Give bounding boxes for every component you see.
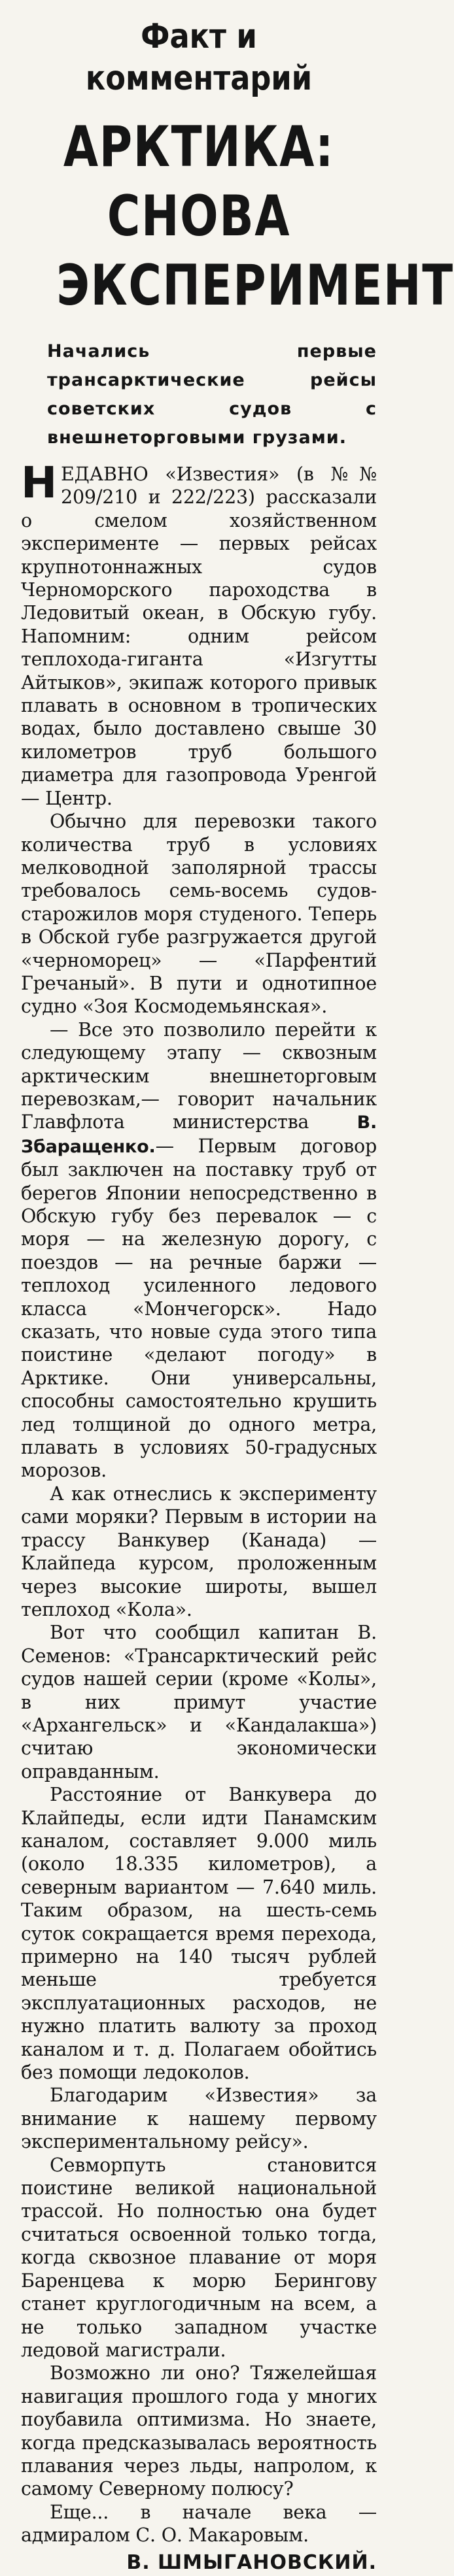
headline-line-1: АРКТИКА: [63,114,335,180]
paragraph-2: Обычно для перевозки такого количества труб в условиях мелководной заполярной трассы требовалось семь-восемь судов-старожилов моря студеного. Теперь в Обской губе разгружается другой «черноморец» — «Парфентий Гречаный». В пути и однотипное судно «Зоя Космодемьянская». [21,811,377,1018]
paragraph-1 [21,458,377,810]
paragraph-3 [21,1018,377,1482]
paragraph-7: Благодарим «Известия» за внимание к нашему первому экспериментальному рейсу». [21,2084,377,2153]
paragraph-1-text: ЕДАВНО «Известия» (в №№ 209/210 и 222/223) рассказали о смелом хозяйственном эксперименте — первых рейсах крупнотоннажных судов Черноморского пароходства в Ледовитый океан, в Обскую губу. Напомним: одним рейсом теплохода-гиганта «Изгутты Айтыков», экипаж которого привык плавать в основном в тропических водах, было доставлено свыше 30 километров труб большого диаметра для газопровода Уренгой — Центр. [21,463,377,809]
paragraph-5: Вот что сообщил капитан В. Семенов: «Трансарктический рейс судов нашей серии (кроме «Колы», в них примут участие «Архангельск» и «Кандалакша») считаю экономически оправданным. [21,1622,377,1782]
author-signature: В. ШМЫГАНОВСКИЙ. [126,2551,377,2574]
paragraph-9: Возможно ли оно? Тяжелейшая навигация прошлого года у многих поубавила оптимизма. Но знаете, когда предсказывалась вероятность плавания через льды, напролом, к самому Северному полюсу? [21,2362,377,2500]
paragraph-10: Еще... в начале века — адмиралом С. О. Макаровым. [21,2501,377,2547]
lead-paragraph: Начались первые трансарктические рейсы советских судов с внешнеторговыми грузами. [47,341,377,448]
headline-line-3: ЭКСПЕРИМЕНТ [56,253,454,318]
headline-line-2: СНОВА [107,184,291,249]
article-body [21,458,377,2547]
paragraph-6: Расстояние от Ванкувера до Клайпеды, если идти Панамским каналом, составляет 9.000 миль (около 18.335 километров), а северным вариантом — 7.640 миль. Таким образом, на шесть-семь суток сокращается время перехода, примерно на 140 тысяч рублей меньше требуется эксплуатационных расходов, не нужно платить валюту за проход каналом и т. д. Полагаем обойтись без помощи ледоколов. [21,1784,377,2084]
paragraph-3-text-b: — Первым договор был заключен на поставку труб от берегов Японии непосредственно в Обскую губу без перевалок — с моря — на железную дорогу, с поездов — на речные баржи — теплоход усиленного ледового класса «Мончегорск». Надо сказать, что новые суда этого типа поистине «делают погоду» в Арктике. Они универсальны, способны самостоятельно крушить лед толщиной до одного метра, плавать в условиях 50-градусных морозов. [21,1135,377,1482]
paragraph-4: А как отнеслись к эксперименту сами моряки? Первым в истории на трассу Ванкувер (Канада) — Клайпеда курсом, проложенным через высокие широты, вышел теплоход «Кола». [21,1482,377,1620]
paragraph-8: Севморпуть становится поистине великой национальной трассой. Но полностью она будет считаться освоенной только тогда, когда сквозное плавание от моря Баренцева к морю Берингову станет круглогодичным на всем, а не только западном участке ледовой магистрали. [21,2154,377,2361]
headline [56,112,454,320]
official-name: В. Збаращенко. [21,1112,377,1157]
paragraph-3-text-a: — Все это позволило перейти к следующему этапу — сквозным арктическим внешнеторговым перевозкам,— говорит начальник Главфлота министерства [21,1018,377,1133]
drop-cap: Н [21,458,58,508]
rubric-title: Факт и комментарий [85,17,313,98]
